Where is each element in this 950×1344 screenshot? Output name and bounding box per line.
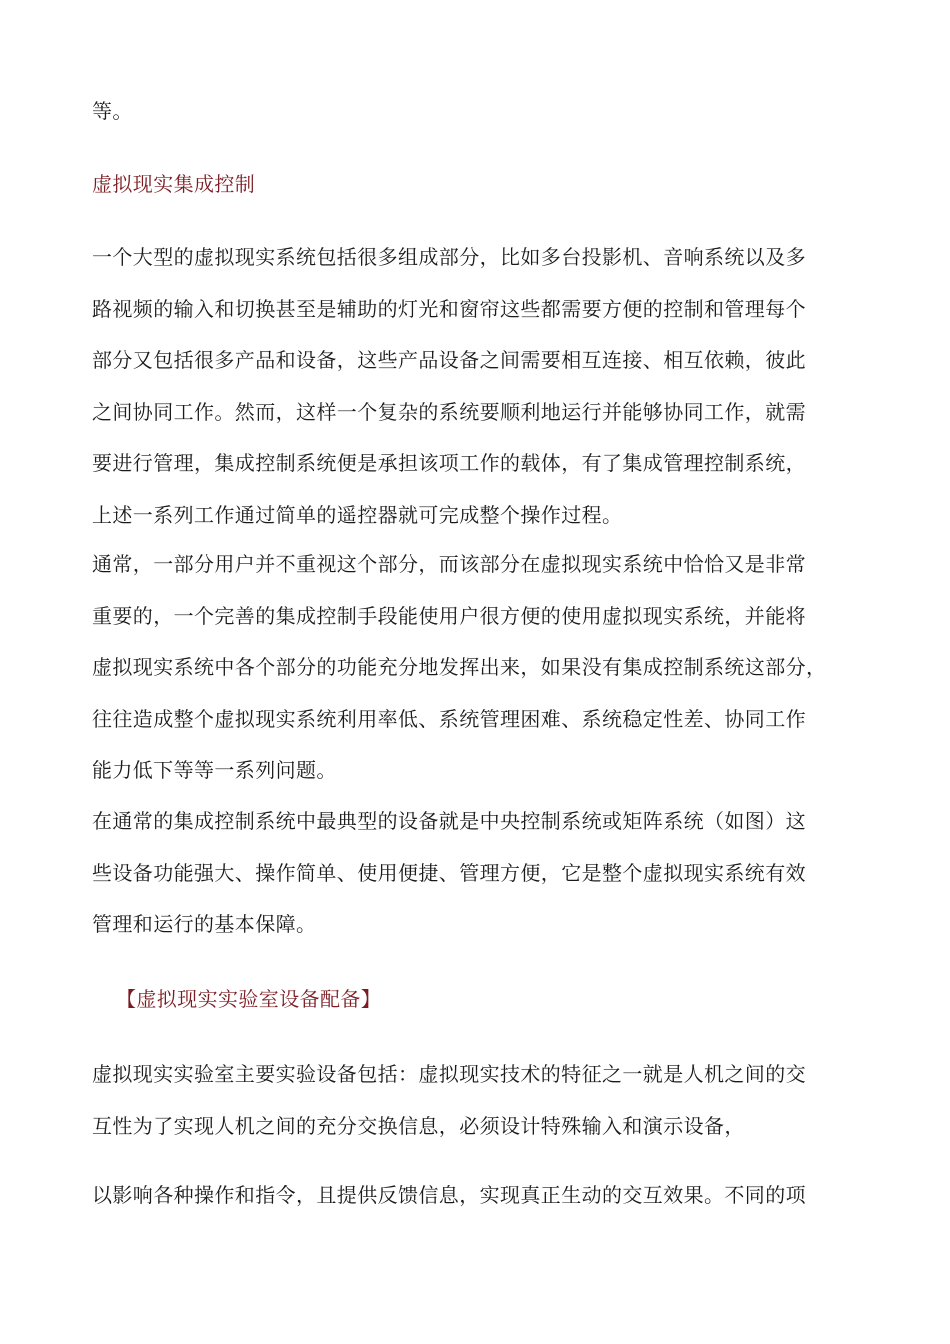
text-line: 一个大型的虚拟现实系统包括很多组成部分，比如多台投影机、音响系统以及多 — [92, 245, 806, 269]
text-line: 管理和运行的基本保障。 — [92, 912, 317, 936]
heading-text: 虚拟现实集成控制 — [92, 172, 256, 196]
text-line: 之间协同工作。然而，这样一个复杂的系统要顺利地运行并能够协同工作，就需 — [92, 399, 806, 424]
text-line: 能力低下等等一系列问题。 — [92, 758, 337, 782]
paragraph — [92, 232, 852, 541]
text-line: 虚拟现实系统中各个部分的功能充分地发挥出来，如果没有集成控制系统这部分， — [92, 655, 827, 679]
text-line: 部分又包括很多产品和设备，这些产品设备之间需要相互连接、相互依赖，彼此 — [92, 348, 806, 372]
section-heading — [92, 159, 852, 211]
paragraph — [92, 1170, 852, 1222]
text-line: 路视频的输入和切换甚至是辅助的灯光和窗帘这些都需要方便的控制和管理每个 — [92, 296, 806, 321]
text-line: 以影响各种操作和指令，且提供反馈信息，实现真正生动的交互效果。不同的项 — [92, 1183, 806, 1207]
section-heading — [116, 974, 876, 1026]
text-line: 在通常的集成控制系统中最典型的设备就是中央控制系统或矩阵系统（如图）这 — [92, 809, 806, 833]
text-fragment — [92, 86, 852, 138]
text-line: 互性为了实现人机之间的充分交换信息，必须设计特殊输入和演示设备， — [92, 1113, 745, 1138]
paragraph — [92, 796, 852, 951]
paragraph — [92, 1049, 852, 1152]
text-line: 往往造成整个虚拟现实系统利用率低、系统管理困难、系统稳定性差、协同工作 — [92, 706, 806, 731]
paragraph — [92, 539, 852, 797]
text-line: 要进行管理，集成控制系统便是承担该项工作的载体，有了集成管理控制系统， — [92, 451, 806, 475]
text-line: 通常，一部分用户并不重视这个部分，而该部分在虚拟现实系统中恰恰又是非常 — [92, 552, 806, 576]
text-line: 重要的，一个完善的集成控制手段能使用户很方便的使用虚拟现实系统，并能将 — [92, 603, 806, 628]
heading-text: 【虚拟现实实验室设备配备】 — [116, 987, 382, 1011]
text-line: 虚拟现实实验室主要实验设备包括：虚拟现实技术的特征之一就是人机之间的交 — [92, 1062, 806, 1086]
text-line: 上述一系列工作通过简单的遥控器就可完成整个操作过程。 — [92, 502, 623, 527]
text-line: 等。 — [92, 99, 133, 123]
text-line: 些设备功能强大、操作简单、使用便捷、管理方便，它是整个虚拟现实系统有效 — [92, 860, 806, 885]
